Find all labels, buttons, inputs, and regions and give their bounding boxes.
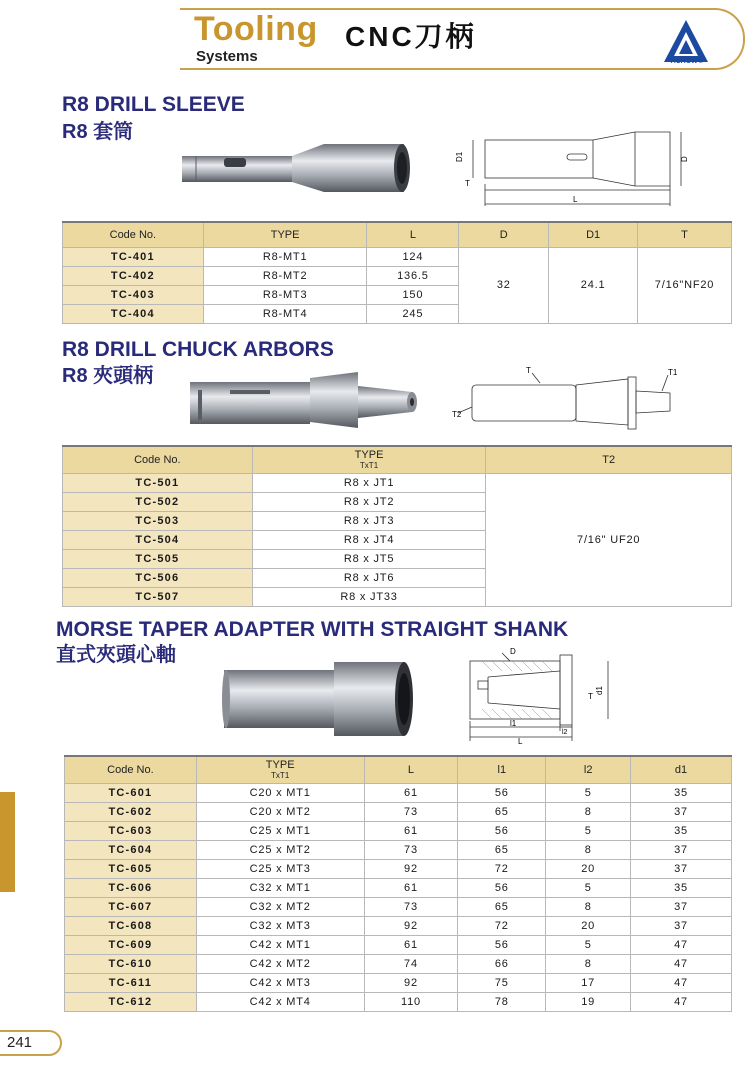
table-row bbox=[63, 473, 732, 492]
morse-taper-adapter-drawing bbox=[462, 645, 612, 745]
table3-cell-l: 110 bbox=[364, 992, 458, 1011]
table-row bbox=[65, 992, 732, 1011]
table1-cell-type: R8-MT3 bbox=[203, 285, 367, 304]
table3-cell-l: 61 bbox=[364, 821, 458, 840]
table3-cell-l: 61 bbox=[364, 935, 458, 954]
table3-cell-code: TC-611 bbox=[65, 973, 197, 992]
table-morse-taper-adapter bbox=[64, 755, 732, 1012]
table1-cell-l: 124 bbox=[367, 247, 459, 266]
table3-cell-type: C25 x MT3 bbox=[196, 859, 364, 878]
table3-cell-type: C42 x MT1 bbox=[196, 935, 364, 954]
table1-cell-code: TC-401 bbox=[63, 247, 204, 266]
table1-header-d: D bbox=[459, 222, 549, 247]
table-row bbox=[65, 935, 732, 954]
table1-header-type: TYPE bbox=[203, 222, 367, 247]
table3-cell-l: 92 bbox=[364, 859, 458, 878]
table3-cell-code: TC-606 bbox=[65, 878, 197, 897]
side-tab bbox=[0, 792, 15, 892]
drawing2-label-t1: T1 bbox=[668, 368, 678, 377]
table3-cell-type: C20 x MT2 bbox=[196, 802, 364, 821]
r8-chuck-arbor-photo bbox=[190, 370, 424, 430]
table2-cell-type: R8 x JT1 bbox=[252, 473, 486, 492]
table2-cell-t2-shared: 7/16" UF20 bbox=[486, 473, 732, 606]
drawing3-label-d: D bbox=[510, 647, 516, 656]
table-r8-drill-sleeve bbox=[62, 221, 732, 324]
table3-cell-l: 74 bbox=[364, 954, 458, 973]
table2-header-type-main: TYPE bbox=[354, 449, 384, 462]
table3-cell-l2: 20 bbox=[546, 916, 631, 935]
drawing3-label-l: L bbox=[518, 737, 523, 745]
table3-header-code: Code No. bbox=[65, 756, 197, 783]
table3-cell-l: 61 bbox=[364, 783, 458, 802]
table3-cell-l1: 72 bbox=[458, 859, 546, 878]
table3-cell-l1: 56 bbox=[458, 935, 546, 954]
table-row bbox=[65, 783, 732, 802]
r8-chuck-arbor-drawing bbox=[450, 365, 690, 433]
table3-cell-l2: 5 bbox=[546, 935, 631, 954]
table3-header-d1: d1 bbox=[631, 756, 732, 783]
table-r8-chuck-arbors bbox=[62, 445, 732, 607]
table3-cell-l: 92 bbox=[364, 916, 458, 935]
table2-cell-code: TC-502 bbox=[63, 492, 253, 511]
table3-cell-d1: 37 bbox=[631, 916, 732, 935]
table2-header-type-sub: TxT1 bbox=[359, 461, 379, 471]
table1-cell-code: TC-403 bbox=[63, 285, 204, 304]
table2-header-row bbox=[63, 446, 732, 473]
table2-cell-type: R8 x JT33 bbox=[252, 587, 486, 606]
table1-cell-d-shared: 32 bbox=[459, 247, 549, 323]
table3-cell-l1: 65 bbox=[458, 840, 546, 859]
table3-cell-l2: 17 bbox=[546, 973, 631, 992]
table3-cell-d1: 47 bbox=[631, 992, 732, 1011]
table3-cell-l1: 56 bbox=[458, 821, 546, 840]
brand-tooling: Tooling bbox=[194, 10, 318, 48]
table3-cell-d1: 37 bbox=[631, 802, 732, 821]
section1-title: R8 DRILL SLEEVE bbox=[62, 93, 245, 116]
table3-cell-type: C42 x MT4 bbox=[196, 992, 364, 1011]
table3-cell-code: TC-609 bbox=[65, 935, 197, 954]
table3-cell-l2: 8 bbox=[546, 802, 631, 821]
table-row bbox=[65, 897, 732, 916]
table-row bbox=[65, 973, 732, 992]
table3-header-type-main: TYPE bbox=[265, 759, 295, 772]
section1-title-cn: R8 套筒 bbox=[62, 121, 134, 143]
table-row bbox=[65, 878, 732, 897]
table3-cell-l2: 5 bbox=[546, 878, 631, 897]
table3-cell-l1: 65 bbox=[458, 802, 546, 821]
table3-header-type bbox=[196, 756, 364, 783]
table1-header-code: Code No. bbox=[63, 222, 204, 247]
table2-header-type bbox=[252, 446, 486, 473]
drawing1-label-d: D bbox=[680, 156, 689, 162]
table2-header-code: Code No. bbox=[63, 446, 253, 473]
header-title-cn: CNC刀柄 bbox=[345, 21, 477, 52]
brand-systems: Systems bbox=[196, 48, 258, 65]
table3-header-row bbox=[65, 756, 732, 783]
table1-cell-code: TC-404 bbox=[63, 304, 204, 323]
table3-cell-l1: 66 bbox=[458, 954, 546, 973]
table2-header-t2: T2 bbox=[486, 446, 732, 473]
table2-cell-code: TC-503 bbox=[63, 511, 253, 530]
drawing1-label-l: L bbox=[573, 195, 578, 204]
table3-cell-type: C42 x MT3 bbox=[196, 973, 364, 992]
table2-cell-code: TC-504 bbox=[63, 530, 253, 549]
table1-cell-type: R8-MT4 bbox=[203, 304, 367, 323]
table-row bbox=[65, 916, 732, 935]
table1-header-row bbox=[63, 222, 732, 247]
table3-cell-type: C32 x MT3 bbox=[196, 916, 364, 935]
table-row bbox=[65, 859, 732, 878]
table3-cell-l2: 8 bbox=[546, 840, 631, 859]
logo-text: ACROW® bbox=[670, 58, 704, 65]
table3-header-l: L bbox=[364, 756, 458, 783]
table2-cell-code: TC-506 bbox=[63, 568, 253, 587]
table3-cell-d1: 47 bbox=[631, 973, 732, 992]
table3-cell-l1: 56 bbox=[458, 878, 546, 897]
table3-header-l1: l1 bbox=[458, 756, 546, 783]
table3-cell-type: C42 x MT2 bbox=[196, 954, 364, 973]
section2-title-cn: R8 夾頭柄 bbox=[62, 365, 154, 387]
table3-cell-d1: 35 bbox=[631, 878, 732, 897]
table1-cell-code: TC-402 bbox=[63, 266, 204, 285]
table3-cell-type: C25 x MT1 bbox=[196, 821, 364, 840]
r8-drill-sleeve-drawing bbox=[455, 128, 695, 210]
table3-cell-l1: 72 bbox=[458, 916, 546, 935]
table1-cell-type: R8-MT2 bbox=[203, 266, 367, 285]
table3-cell-l1: 56 bbox=[458, 783, 546, 802]
table3-cell-l2: 19 bbox=[546, 992, 631, 1011]
table3-cell-l1: 75 bbox=[458, 973, 546, 992]
table3-cell-l1: 78 bbox=[458, 992, 546, 1011]
table3-cell-code: TC-605 bbox=[65, 859, 197, 878]
table3-cell-l2: 5 bbox=[546, 821, 631, 840]
table3-cell-code: TC-607 bbox=[65, 897, 197, 916]
table3-cell-l: 92 bbox=[364, 973, 458, 992]
table2-cell-type: R8 x JT5 bbox=[252, 549, 486, 568]
table1-cell-l: 136.5 bbox=[367, 266, 459, 285]
table2-cell-type: R8 x JT2 bbox=[252, 492, 486, 511]
drawing3-label-t: T bbox=[588, 692, 593, 701]
section2-title: R8 DRILL CHUCK ARBORS bbox=[62, 338, 334, 361]
table3-cell-l: 73 bbox=[364, 897, 458, 916]
table3-cell-type: C32 x MT2 bbox=[196, 897, 364, 916]
drawing1-label-d1: D1 bbox=[455, 151, 464, 162]
table3-cell-d1: 35 bbox=[631, 821, 732, 840]
table1-cell-d1-shared: 24.1 bbox=[549, 247, 638, 323]
table2-cell-type: R8 x JT3 bbox=[252, 511, 486, 530]
table2-cell-code: TC-507 bbox=[63, 587, 253, 606]
table3-cell-type: C32 x MT1 bbox=[196, 878, 364, 897]
table2-cell-type: R8 x JT4 bbox=[252, 530, 486, 549]
drawing1-label-t: T bbox=[465, 179, 470, 188]
section3-title: MORSE TAPER ADAPTER WITH STRAIGHT SHANK bbox=[56, 618, 569, 641]
table1-cell-l: 150 bbox=[367, 285, 459, 304]
table3-cell-l2: 20 bbox=[546, 859, 631, 878]
table3-cell-l: 73 bbox=[364, 802, 458, 821]
table-row bbox=[65, 840, 732, 859]
table-row bbox=[63, 247, 732, 266]
drawing3-label-l2: l2 bbox=[562, 729, 568, 736]
table3-cell-d1: 47 bbox=[631, 935, 732, 954]
table2-cell-type: R8 x JT6 bbox=[252, 568, 486, 587]
r8-drill-sleeve-photo bbox=[176, 138, 412, 198]
table1-header-d1: D1 bbox=[549, 222, 638, 247]
table3-cell-code: TC-608 bbox=[65, 916, 197, 935]
table2-cell-code: TC-505 bbox=[63, 549, 253, 568]
table1-cell-l: 245 bbox=[367, 304, 459, 323]
table3-cell-d1: 37 bbox=[631, 859, 732, 878]
table3-cell-code: TC-604 bbox=[65, 840, 197, 859]
table-row bbox=[65, 802, 732, 821]
table3-cell-type: C20 x MT1 bbox=[196, 783, 364, 802]
table3-cell-d1: 37 bbox=[631, 897, 732, 916]
drawing3-label-d1: d1 bbox=[595, 686, 604, 695]
drawing3-label-l1: l1 bbox=[510, 719, 517, 728]
page-number: 241 bbox=[7, 1034, 33, 1051]
table3-cell-d1: 35 bbox=[631, 783, 732, 802]
morse-taper-adapter-photo bbox=[220, 660, 415, 738]
table3-cell-code: TC-610 bbox=[65, 954, 197, 973]
table3-cell-l1: 65 bbox=[458, 897, 546, 916]
table3-cell-d1: 47 bbox=[631, 954, 732, 973]
table3-cell-code: TC-601 bbox=[65, 783, 197, 802]
section3-title-cn: 直式夾頭心軸 bbox=[56, 644, 176, 666]
table3-cell-code: TC-602 bbox=[65, 802, 197, 821]
table1-cell-t-shared: 7/16"NF20 bbox=[638, 247, 732, 323]
table3-cell-l: 61 bbox=[364, 878, 458, 897]
table3-header-type-sub: TxT1 bbox=[271, 771, 290, 781]
table-row bbox=[65, 821, 732, 840]
table3-cell-type: C25 x MT2 bbox=[196, 840, 364, 859]
table3-cell-l2: 8 bbox=[546, 954, 631, 973]
table1-cell-type: R8-MT1 bbox=[203, 247, 367, 266]
table3-cell-l2: 8 bbox=[546, 897, 631, 916]
table3-header-l2: l2 bbox=[546, 756, 631, 783]
table3-cell-code: TC-612 bbox=[65, 992, 197, 1011]
table2-cell-code: TC-501 bbox=[63, 473, 253, 492]
table3-cell-d1: 37 bbox=[631, 840, 732, 859]
drawing2-label-t2: T2 bbox=[452, 410, 462, 419]
table3-cell-l2: 5 bbox=[546, 783, 631, 802]
table-row bbox=[65, 954, 732, 973]
table1-header-t: T bbox=[638, 222, 732, 247]
table1-header-l: L bbox=[367, 222, 459, 247]
drawing2-label-t: T bbox=[526, 366, 531, 375]
table3-cell-l: 73 bbox=[364, 840, 458, 859]
table3-cell-code: TC-603 bbox=[65, 821, 197, 840]
